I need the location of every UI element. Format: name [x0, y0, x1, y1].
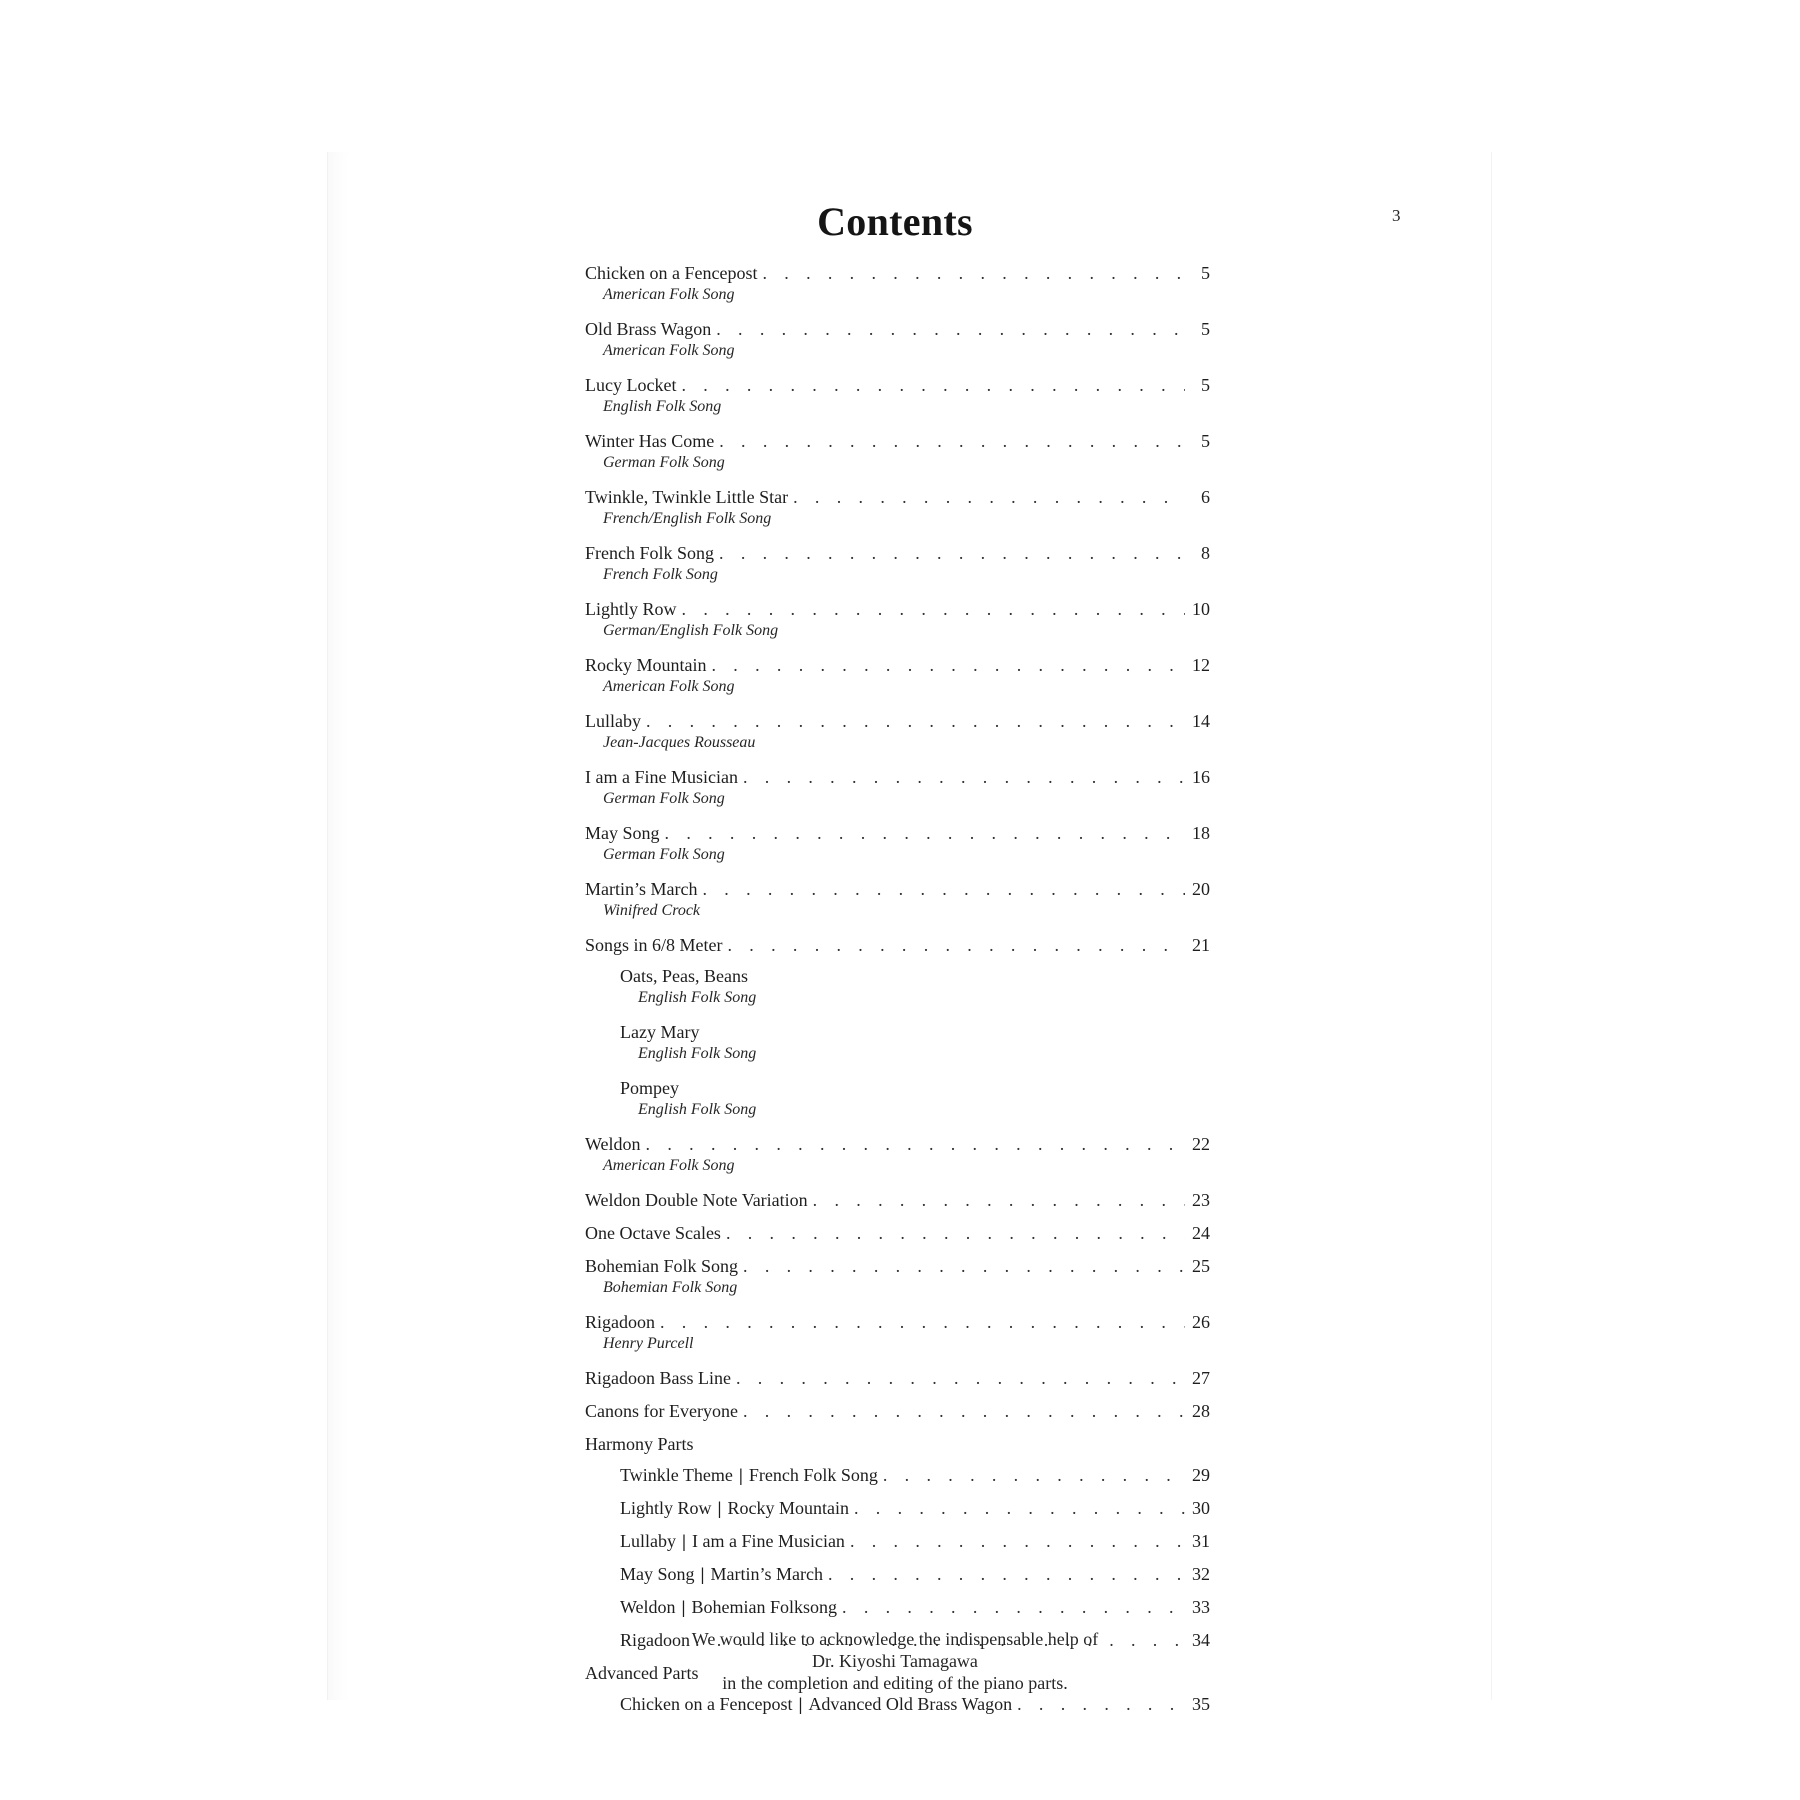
- separator: |: [700, 1564, 705, 1584]
- toc-entry-page: 26: [1192, 1312, 1210, 1332]
- toc-entry-page: 25: [1192, 1256, 1210, 1276]
- toc-entry-page: 16: [1192, 767, 1210, 787]
- dot-leader: [850, 1530, 1185, 1553]
- toc-entry: [585, 542, 1210, 584]
- separator: |: [717, 1498, 722, 1518]
- toc-entry-title: Bohemian Folk Song: [585, 1256, 739, 1276]
- dot-leader: [736, 1367, 1185, 1390]
- toc-entry-source: English Folk Song: [603, 398, 722, 415]
- acknowledgment-name: Dr. Kiyoshi Tamagawa: [812, 1651, 978, 1671]
- toc-entry: [585, 318, 1210, 360]
- toc-entry-source: American Folk Song: [603, 678, 735, 695]
- dot-leader: [813, 1189, 1185, 1212]
- toc-entry-page: 8: [1201, 543, 1210, 563]
- toc-entry-title: French Folk Song: [585, 543, 715, 563]
- toc-entry: [585, 1133, 1210, 1175]
- part-a-title: Lullaby: [620, 1531, 676, 1551]
- toc-entry-title: Martin’s March: [585, 879, 698, 899]
- toc-entry-page: 6: [1201, 487, 1210, 507]
- separator: |: [798, 1694, 803, 1714]
- toc-subentry-title: Pompey: [620, 1078, 680, 1098]
- toc-entry-page: 5: [1201, 319, 1210, 339]
- toc-entry-page: 31: [1192, 1531, 1210, 1551]
- toc-subentry-title: Oats, Peas, Beans: [620, 966, 748, 986]
- toc-entry-page: 21: [1192, 935, 1210, 955]
- part-b-title: Advanced Old Brass Wagon: [808, 1694, 1013, 1714]
- toc-entry: [585, 766, 1210, 808]
- section-heading-harmony: Harmony Parts: [585, 1434, 694, 1454]
- separator: |: [738, 1465, 743, 1485]
- toc-entry-title: One Octave Scales: [585, 1223, 721, 1243]
- toc-entry-source: German/English Folk Song: [603, 622, 779, 639]
- toc-subentry-title: Lazy Mary: [620, 1022, 700, 1042]
- part-a-title: Twinkle Theme: [620, 1465, 733, 1485]
- toc-harmony-entry: [620, 1563, 1210, 1586]
- dot-leader: [716, 318, 1185, 341]
- part-a-title: Rigadoon: [620, 1630, 690, 1650]
- toc-entry-title: I am a Fine Musician: [585, 767, 738, 787]
- toc-entry: [585, 374, 1210, 416]
- toc-entry-source: American Folk Song: [603, 1157, 735, 1174]
- toc-advanced-entry: [620, 1693, 1210, 1716]
- toc-entry-page: 10: [1192, 599, 1210, 619]
- toc-entry-source: German Folk Song: [603, 846, 725, 863]
- part-b-title: French Folk Song: [748, 1465, 878, 1485]
- toc-entry-source: German Folk Song: [603, 454, 725, 471]
- dot-leader: [1017, 1693, 1185, 1716]
- toc-entry: [585, 710, 1210, 752]
- toc-entry-page: 28: [1192, 1401, 1210, 1421]
- toc-entry: [585, 822, 1210, 864]
- dot-leader: [743, 766, 1185, 789]
- dot-leader: [719, 542, 1185, 565]
- toc-entry: [585, 598, 1210, 640]
- toc-entry: [585, 654, 1210, 696]
- toc-entry-title: Weldon Double Note Variation: [585, 1190, 808, 1210]
- dot-leader: [762, 262, 1185, 285]
- dot-leader: [883, 1464, 1185, 1487]
- toc-entry: [585, 1189, 1210, 1212]
- toc-entry-page: 30: [1192, 1498, 1210, 1518]
- toc-entry-page: 20: [1192, 879, 1210, 899]
- acknowledgment-line: We would like to acknowledge the indispensable help of: [691, 1629, 1099, 1649]
- dot-leader: [682, 598, 1185, 621]
- dot-leader: [681, 374, 1185, 397]
- toc-harmony-entry: [620, 1497, 1210, 1520]
- page-title: Contents: [817, 199, 973, 244]
- toc-entry: [585, 1255, 1210, 1297]
- toc-entry-title: Lightly Row: [585, 599, 677, 619]
- dot-leader: [743, 1400, 1185, 1423]
- dot-leader: [793, 486, 1185, 509]
- toc-entry-source: Bohemian Folk Song: [603, 1279, 738, 1296]
- dot-leader: [665, 822, 1185, 845]
- toc-entry-page: 12: [1192, 655, 1210, 675]
- toc-entry-title: Lucy Locket: [585, 375, 677, 395]
- dot-leader: [743, 1255, 1185, 1278]
- toc-entry-page: 5: [1201, 263, 1210, 283]
- dot-leader: [719, 430, 1185, 453]
- toc-subentry: [620, 1077, 1210, 1119]
- part-b-title: Rocky Mountain: [727, 1498, 849, 1518]
- toc-entry-title: Weldon: [585, 1134, 641, 1154]
- separator: |: [681, 1597, 686, 1617]
- acknowledgment: [580, 1628, 1210, 1694]
- toc-entry-page: 27: [1192, 1368, 1210, 1388]
- dot-leader: [828, 1563, 1185, 1586]
- toc-entry-title: Chicken on a Fencepost: [585, 263, 758, 283]
- toc-subentry-source: English Folk Song: [638, 1101, 757, 1118]
- toc-entry: [585, 262, 1210, 304]
- toc-entry-source: French/English Folk Song: [603, 510, 772, 527]
- toc-subentry-source: English Folk Song: [638, 989, 757, 1006]
- toc-entry: [585, 1400, 1210, 1423]
- toc-subentry: [620, 1021, 1210, 1063]
- page-number: 3: [1392, 206, 1401, 225]
- dot-leader: [702, 878, 1185, 901]
- dot-leader: [660, 1311, 1185, 1334]
- part-b-title: Bohemian Folksong: [691, 1597, 838, 1617]
- toc-entry-page: 33: [1192, 1597, 1210, 1617]
- toc-entry-title: Songs in 6/8 Meter: [585, 935, 723, 955]
- dot-leader: [646, 710, 1185, 733]
- acknowledgment-line: in the completion and editing of the piano parts.: [722, 1673, 1068, 1693]
- toc-entry-title: Old Brass Wagon: [585, 319, 712, 339]
- toc-entry: [585, 878, 1210, 920]
- toc-entry-page: 5: [1201, 431, 1210, 451]
- toc-entry: [585, 1367, 1210, 1390]
- toc-entry-page: 18: [1192, 823, 1210, 843]
- dot-leader: [842, 1596, 1185, 1619]
- toc-entry: [585, 934, 1210, 957]
- toc-harmony-entry: [620, 1596, 1210, 1619]
- separator: |: [682, 1531, 686, 1551]
- dot-leader: [854, 1497, 1185, 1520]
- dot-leader: [712, 654, 1186, 677]
- toc-entry-page: 14: [1192, 711, 1210, 731]
- table-of-contents: [585, 262, 1210, 1730]
- section-heading-advanced: Advanced Parts: [585, 1663, 699, 1683]
- part-b-title: Martin’s March: [710, 1564, 823, 1584]
- toc-harmony-entry: [620, 1464, 1210, 1487]
- toc-entry-title: Canons for Everyone: [585, 1401, 738, 1421]
- toc-entry-page: 24: [1192, 1223, 1210, 1243]
- part-a-title: Chicken on a Fencepost: [620, 1694, 793, 1714]
- toc-entry-source: American Folk Song: [603, 286, 735, 303]
- dot-leader: [728, 934, 1186, 957]
- toc-entry-title: Rigadoon Bass Line: [585, 1368, 731, 1388]
- toc-entry-source: Henry Purcell: [603, 1335, 694, 1352]
- part-a-title: Lightly Row: [620, 1498, 712, 1518]
- part-a-title: May Song: [620, 1564, 695, 1584]
- toc-entry-title: Rocky Mountain: [585, 655, 707, 675]
- toc-entry-page: 29: [1192, 1465, 1210, 1485]
- toc-entry-page: 23: [1192, 1190, 1210, 1210]
- part-b-title: I am a Fine Musician: [691, 1531, 845, 1551]
- toc-entry-page: 32: [1192, 1564, 1210, 1584]
- part-a-title: Weldon: [620, 1597, 676, 1617]
- toc-entry-source: French Folk Song: [603, 566, 718, 583]
- toc-entry-title: Rigadoon: [585, 1312, 655, 1332]
- toc-subentry-source: English Folk Song: [638, 1045, 757, 1062]
- toc-entry-title: Winter Has Come: [585, 431, 715, 451]
- toc-entry: [585, 1311, 1210, 1353]
- toc-entry-source: Winifred Crock: [603, 902, 701, 919]
- toc-entry-page: 5: [1201, 375, 1210, 395]
- toc-subentry: [620, 965, 1210, 1007]
- toc-entry: [585, 486, 1210, 528]
- toc-entry-page: 35: [1192, 1694, 1210, 1714]
- toc-harmony-entry: [620, 1530, 1210, 1553]
- toc-entry-source: American Folk Song: [603, 342, 735, 359]
- toc-entry-source: German Folk Song: [603, 790, 725, 807]
- toc-entry-page: 22: [1192, 1134, 1210, 1154]
- dot-leader: [726, 1222, 1185, 1245]
- toc-entry-title: May Song: [585, 823, 660, 843]
- toc-entry-page: 34: [1192, 1630, 1210, 1650]
- toc-entry: [585, 1222, 1210, 1245]
- toc-entry-title: Lullaby: [585, 711, 641, 731]
- dot-leader: [646, 1133, 1185, 1156]
- toc-entry-title: Twinkle, Twinkle Little Star: [585, 487, 789, 507]
- toc-entry: [585, 430, 1210, 472]
- toc-entry-source: Jean-Jacques Rousseau: [603, 734, 756, 751]
